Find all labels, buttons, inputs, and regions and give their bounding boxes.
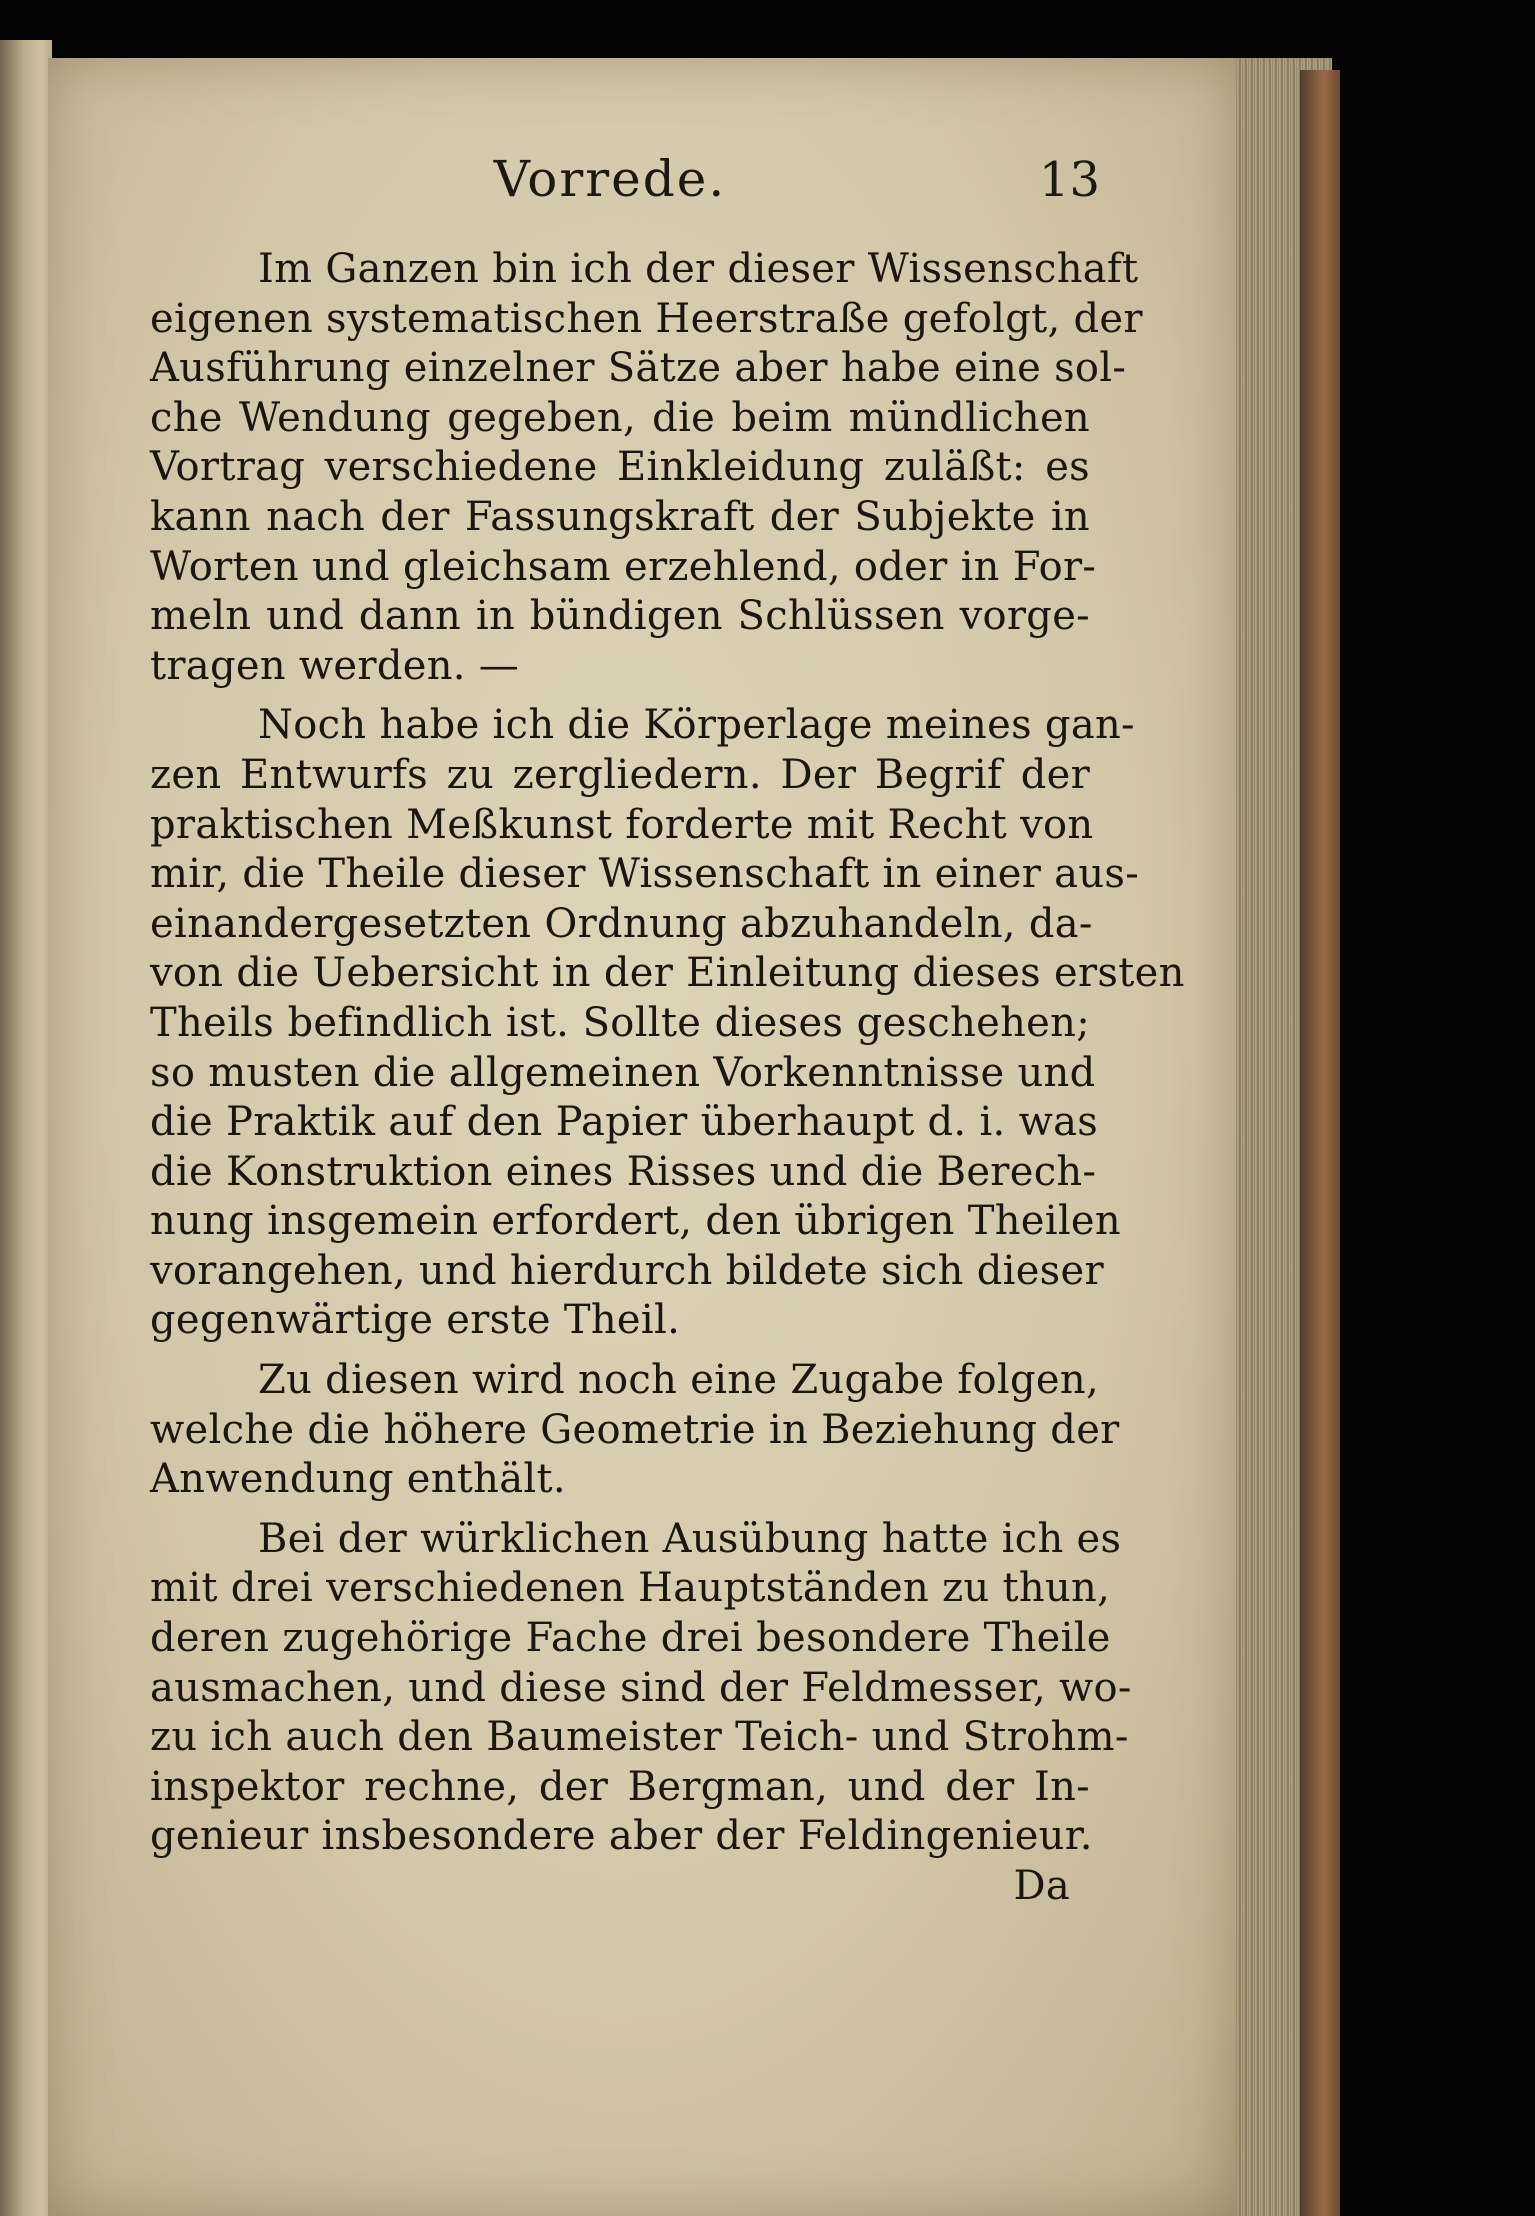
text-line: tragen werden. — [150, 642, 520, 689]
left-page-edge [0, 40, 52, 2216]
text-line: gegenwärtige erste Theil. [150, 1297, 681, 1344]
text-line: mit drei verschiedenen Hauptständen zu thun, [150, 1565, 1111, 1612]
text-line: Noch habe ich die Körperlage meines gan- [258, 702, 1135, 749]
text-line: so musten die allgemeinen Vorkenntnisse und [150, 1049, 1096, 1096]
text-line: zen Entwurfs zu zergliedern. Der Begrif der [150, 751, 1090, 798]
text-line: zu ich auch den Baumeister Teich- und Strohm- [150, 1714, 1129, 1761]
text-line: die Praktik auf den Papier überhaupt d. i. was [150, 1099, 1099, 1146]
book-cover-edge [1300, 70, 1340, 2216]
text-line: praktischen Meßkunst forderte mit Recht von [150, 801, 1094, 848]
running-head: Vorrede. [493, 150, 727, 208]
text-line: Bei der würklichen Ausübung hatte ich es [258, 1515, 1122, 1562]
text-line: nung insgemein erfordert, den übrigen Theilen [150, 1198, 1121, 1245]
paragraph [150, 1356, 1120, 1505]
text-line: che Wendung gegeben, die beim mündlichen [150, 394, 1090, 441]
catchword: Da [1013, 1863, 1070, 1909]
text-line: die Konstruktion eines Risses und die Berech- [150, 1148, 1097, 1195]
text-line: kann nach der Fassungskraft der Subjekte in [150, 493, 1090, 540]
text-line: Worten und gleichsam erzehlend, oder in For- [150, 543, 1097, 590]
text-line: einandergesetzten Ordnung abzuhandeln, da- [150, 900, 1093, 947]
text-line: Zu diesen wird noch eine Zugabe folgen, [258, 1357, 1099, 1404]
text-line: Theils befindlich ist. Sollte dieses geschehen; [150, 999, 1090, 1046]
text-line: eigenen systematischen Heerstraße gefolgt, der [150, 295, 1143, 342]
paragraph [150, 701, 1185, 1346]
text-line: vorangehen, und hierdurch bildete sich dieser [150, 1247, 1104, 1294]
page-number: 13 [1038, 152, 1100, 208]
text-line: mir, die Theile dieser Wissenschaft in einer aus- [150, 851, 1140, 898]
body-text [150, 245, 1185, 1912]
paragraph [150, 1515, 1132, 1862]
text-line: meln und dann in bündigen Schlüssen vorge- [150, 593, 1090, 640]
text-line: inspektor rechne, der Bergman, und der In- [150, 1763, 1090, 1810]
text-line: von die Uebersicht in der Einleitung dieses ersten [150, 950, 1185, 997]
text-line: Anwendung enthält. [150, 1456, 566, 1503]
page-header [0, 150, 1535, 210]
text-line: welche die höhere Geometrie in Beziehung der [150, 1406, 1120, 1453]
text-line: Ausführung einzelner Sätze aber habe eine sol- [150, 345, 1127, 392]
text-line: Im Ganzen bin ich der dieser Wissenschaft [258, 246, 1139, 292]
text-line: genieur insbesondere aber der Feldingenieur. [150, 1813, 1093, 1860]
text-line: Vortrag verschiedene Einkleidung zuläßt: es [150, 444, 1090, 491]
paragraph [150, 245, 1143, 691]
text-line: deren zugehörige Fache drei besondere Theile [150, 1615, 1111, 1662]
text-line: ausmachen, und diese sind der Feldmesser, wo- [150, 1664, 1132, 1711]
